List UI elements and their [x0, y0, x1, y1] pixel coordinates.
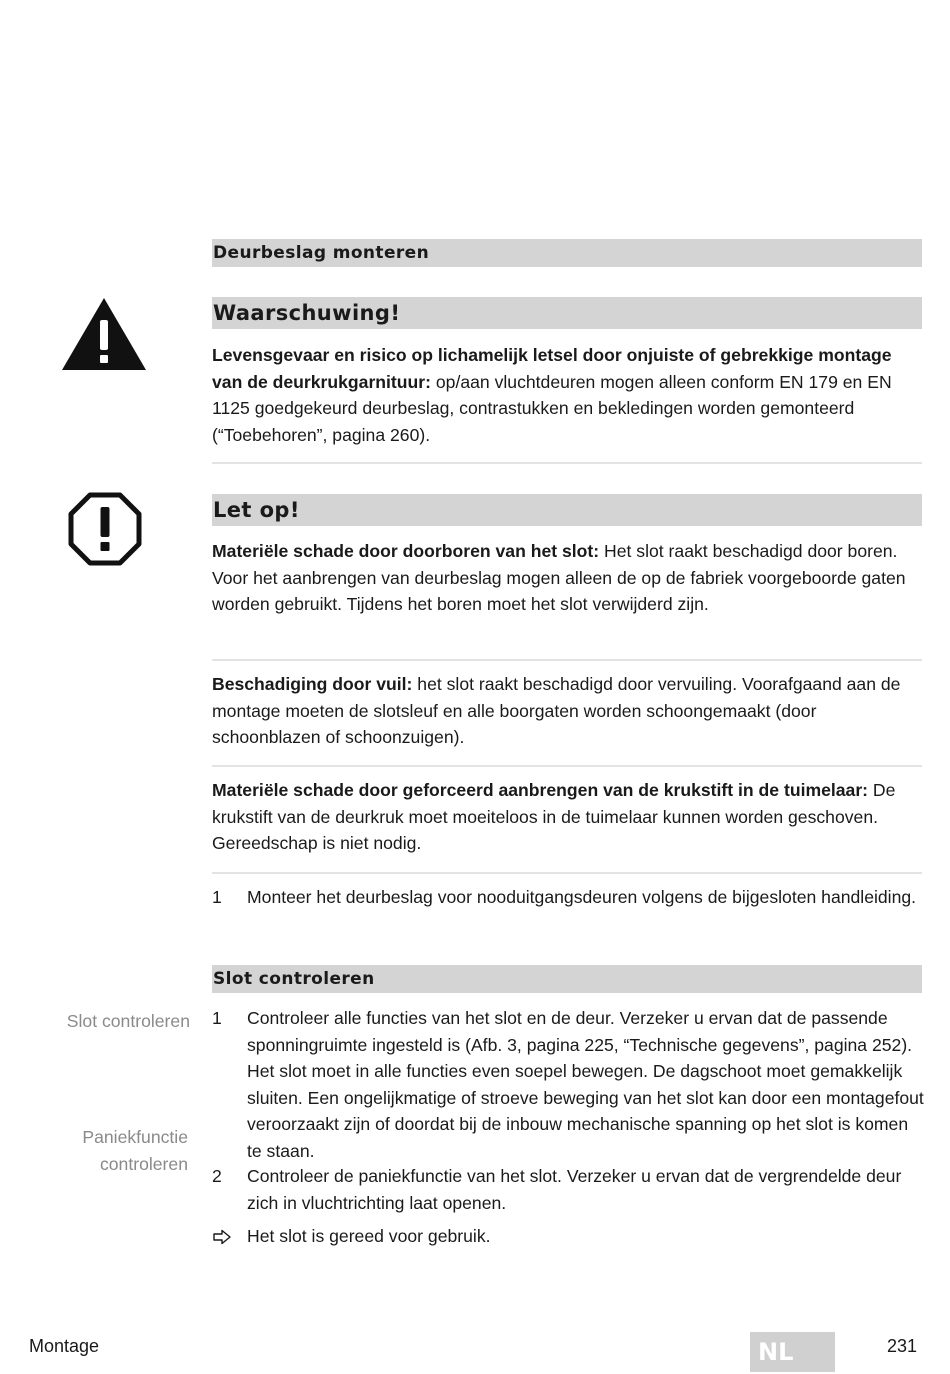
step-number: 1 [212, 1008, 222, 1028]
step-text: Controleer de paniekfunctie van het slot. Verzeker u ervan dat de vergrendelde deur zich in vluchtrichting laat openen. [247, 1166, 902, 1213]
result-arrow-icon [212, 1229, 232, 1245]
caution-octagon-icon [68, 492, 142, 566]
page-number: 231 [887, 1336, 918, 1356]
caution-note-force: Materiële schade door geforceerd aanbrengen van de krukstift in de tuimelaar: De krukstift van de deurkruk moet moeiteloos in de tuimelaar kunnen worden geschoven. Gereedschap is niet nodig. [212, 780, 896, 853]
divider [212, 462, 922, 464]
warning-text: Levensgevaar en risico op lichamelijk letsel door onjuiste of gebrekkige montage van de deurkrukgarnituur: op/aan vluchtdeuren mogen alleen conform EN 179 en EN 1125 goedgekeurd deurbeslag, contrastukken en bekledingen worden gemonteerd (“Toebehoren”, pagina 260). [212, 345, 892, 445]
divider [212, 765, 922, 767]
warning-triangle-icon [60, 296, 148, 372]
footer-chapter: Montage [29, 1336, 100, 1356]
margin-note-paniekfunctie: Paniekfunctie controleren [82, 1127, 188, 1174]
section-heading-deurbeslag: Deurbeslag monteren [212, 239, 922, 267]
caution-note-drilling: Materiële schade door doorboren van het slot: Het slot raakt beschadigd door boren. Voor het aanbrengen van deurbeslag mogen alleen de op de fabriek voorgeboorde gaten worden gebruikt. Tijdens het boren moet het slot verwijderd zijn. [212, 541, 906, 614]
step-text: Monteer het deurbeslag voor nooduitgangsdeuren volgens de bijgesloten handleiding. [247, 887, 917, 907]
language-badge: NL [750, 1332, 835, 1372]
margin-note-slot-controleren: Slot controleren [66, 1011, 190, 1031]
section-heading-slot-controleren: Slot controleren [212, 965, 922, 993]
step-number: 1 [212, 887, 222, 907]
warning-title: Waarschuwing! [212, 297, 922, 329]
result-text: Het slot is gereed voor gebruik. [247, 1226, 491, 1246]
caution-note-dirt: Beschadiging door vuil: het slot raakt beschadigd door vervuiling. Voorafgaand aan de montage moeten de slotsleuf en alle boorgaten worden schoongemaakt (door schoonblazen of schoonzuigen). [212, 674, 901, 747]
divider [212, 659, 922, 661]
divider [212, 872, 922, 874]
step-number: 2 [212, 1166, 222, 1186]
step-text: Controleer alle functies van het slot en de deur. Verzeker u ervan dat de passende sponningruimte ingesteld is (Afb. 3, pagina 225, “Technische gegevens”, pagina 252). Het slot moet in alle functies even soepel bewegen. De dagschoot moet gemakkelijk sluiten. Een ongelijkmatige of stroeve beweging van het slot kan door een montagefout veroorzaakt zijn of doordat bij de inbouw mechanische spanning op het slot is komen te staan. [247, 1008, 924, 1161]
caution-title: Let op! [212, 494, 922, 526]
